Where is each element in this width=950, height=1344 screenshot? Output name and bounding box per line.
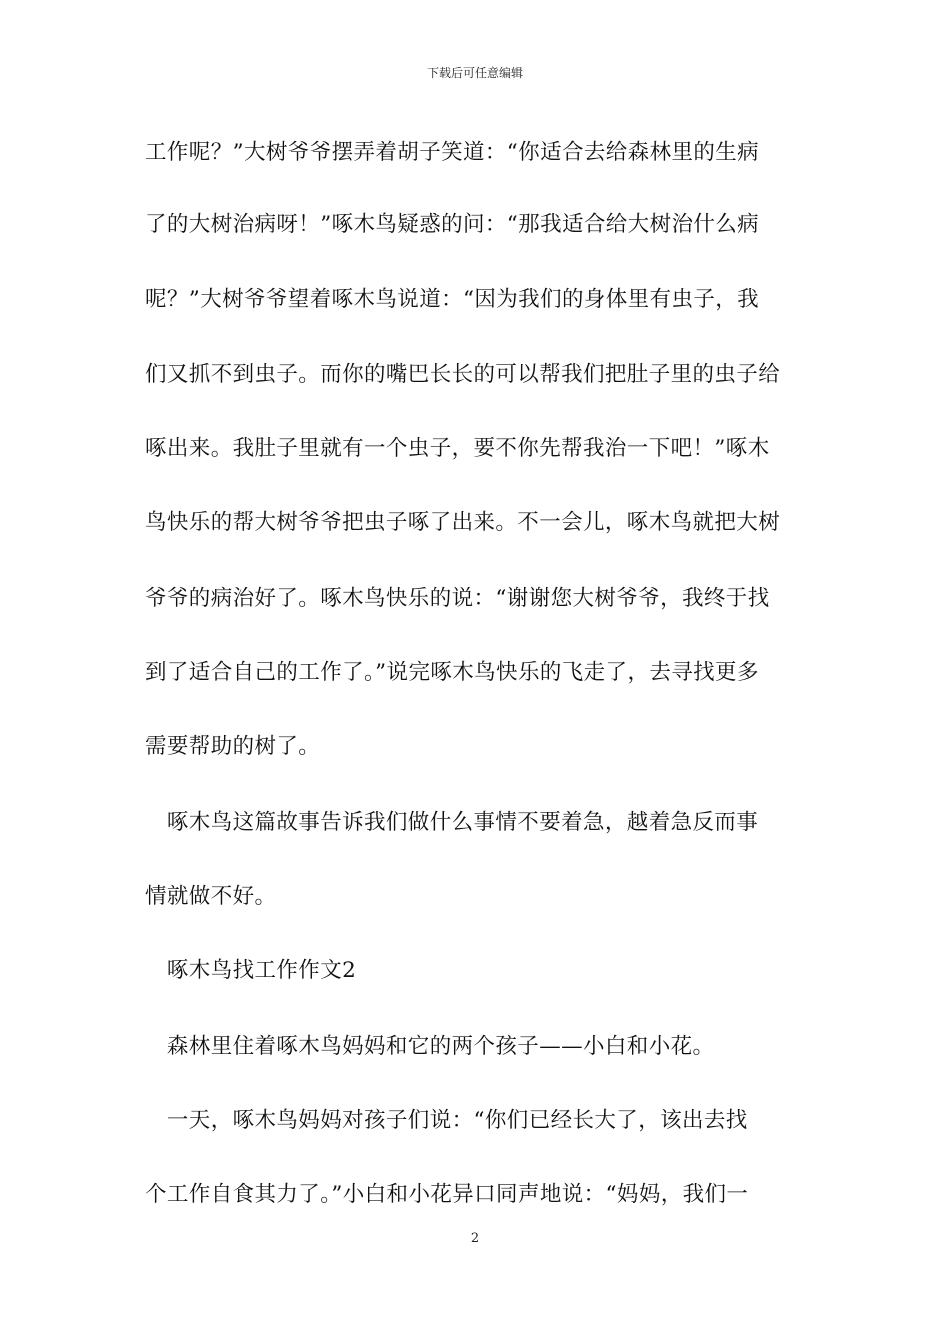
text-line: 个工作自食其力了。”小白和小花异口同声地说：“妈妈，我们一: [145, 1182, 749, 1207]
text-line: 啄木鸟这篇故事告诉我们做什么事情不要着急，越着急反而事: [145, 810, 759, 835]
text-line: 呢？”大树爷爷望着啄木鸟说道：“因为我们的身体里有虫子，我: [145, 287, 760, 312]
section-heading: 啄木鸟找工作作文2: [145, 958, 357, 983]
text-line: 森林里住着啄木鸟妈妈和它的两个孩子——小白和小花。: [145, 1034, 715, 1059]
text-line: 爷爷的病治好了。啄木鸟快乐的说：“谢谢您大树爷爷，我终于找: [145, 586, 770, 611]
page-number: 2: [470, 1231, 480, 1246]
text-line: 情就做不好。: [145, 884, 277, 909]
text-line: 需要帮助的树了。: [145, 734, 321, 759]
page-header: 下载后可任意编辑: [426, 66, 523, 80]
text-line: 啄出来。我肚子里就有一个虫子，要不你先帮我治一下吧！”啄木: [145, 436, 770, 461]
text-line: 了的大树治病呀！”啄木鸟疑惑的问：“那我适合给大树治什么病: [145, 212, 760, 237]
text-line: 到了适合自己的工作了。”说完啄木鸟快乐的飞走了，去寻找更多: [145, 660, 759, 685]
text-line: 一天，啄木鸟妈妈对孩子们说：“你们已经长大了，该出去找: [145, 1108, 748, 1133]
text-line: 工作呢？”大树爷爷摆弄着胡子笑道：“你适合去给森林里的生病: [145, 140, 760, 165]
text-line: 们又抓不到虫子。而你的嘴巴长长的可以帮我们把肚子里的虫子给: [145, 362, 781, 387]
text-line: 鸟快乐的帮大树爷爷把虫子啄了出来。不一会儿，啄木鸟就把大树: [145, 510, 781, 535]
